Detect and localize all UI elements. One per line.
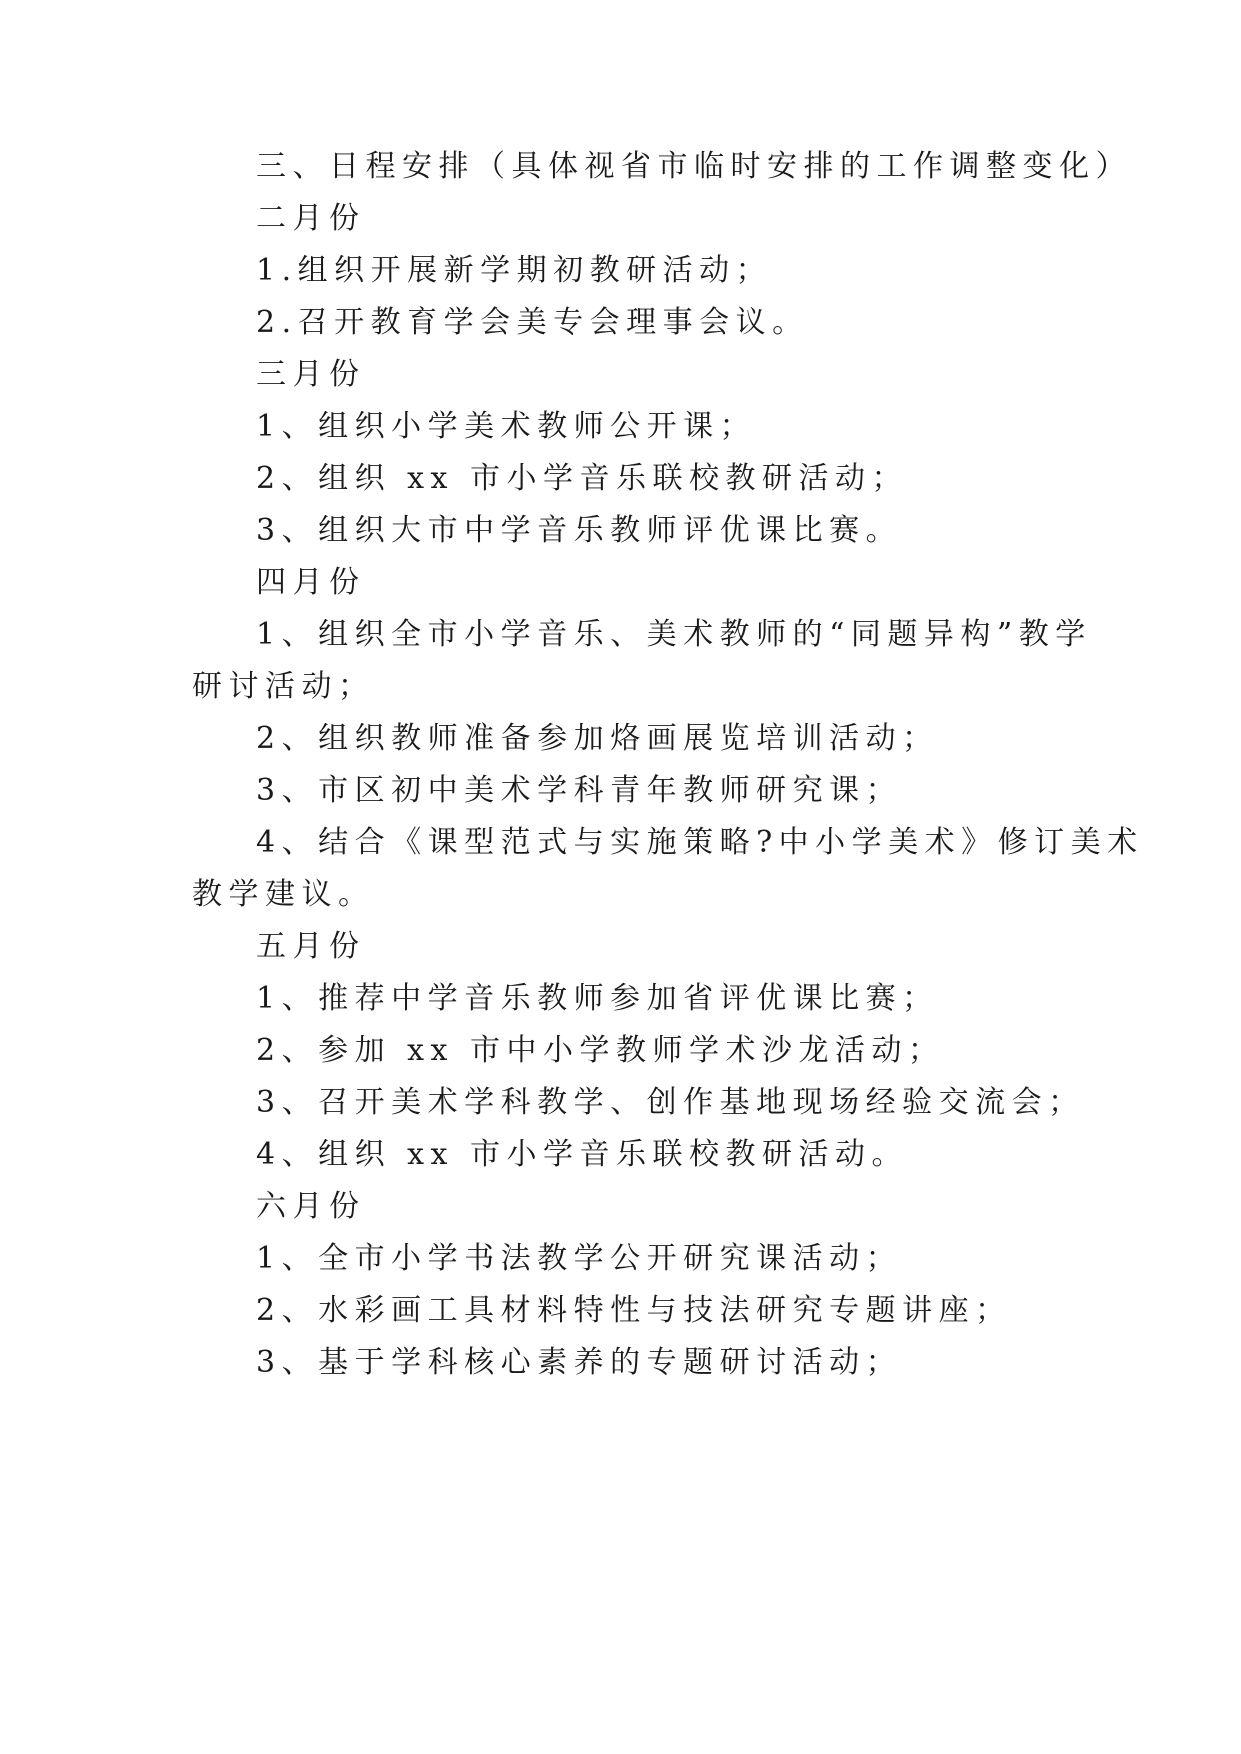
list-item: 2、组织 xx 市小学音乐联校教研活动； bbox=[256, 461, 908, 496]
list-item: 3、基于学科核心素养的专题研讨活动； bbox=[256, 1345, 903, 1380]
month-title-may: 五月份 bbox=[256, 929, 366, 964]
list-item: 1、组织全市小学音乐、美术教师的“同题异构”教学 bbox=[256, 617, 1092, 652]
month-title-june: 六月份 bbox=[256, 1189, 366, 1224]
list-item-continuation: 教学建议。 bbox=[192, 877, 375, 912]
list-item: 2、组织教师准备参加烙画展览培训活动； bbox=[256, 721, 939, 756]
section-heading: 三、日程安排（具体视省市临时安排的工作调整变化） bbox=[256, 149, 1132, 184]
list-item: 3、组织大市中学音乐教师评优课比赛。 bbox=[256, 513, 903, 548]
list-item: 1、全市小学书法教学公开研究课活动； bbox=[256, 1241, 903, 1276]
month-title-february: 二月份 bbox=[256, 201, 366, 236]
month-title-april: 四月份 bbox=[256, 565, 366, 600]
list-item: 2、参加 xx 市中小学教师学术沙龙活动； bbox=[256, 1033, 945, 1068]
list-item: 1.组织开展新学期初教研活动； bbox=[256, 253, 773, 288]
list-item: 3、召开美术学科教学、创作基地现场经验交流会； bbox=[256, 1085, 1085, 1120]
list-item: 4、组织 xx 市小学音乐联校教研活动。 bbox=[256, 1137, 908, 1172]
list-item: 1、组织小学美术教师公开课； bbox=[256, 409, 757, 444]
list-item: 3、市区初中美术学科青年教师研究课； bbox=[256, 773, 903, 808]
list-item: 2.召开教育学会美专会理事会议。 bbox=[256, 305, 809, 340]
list-item-continuation: 研讨活动； bbox=[192, 669, 375, 704]
list-item: 2、水彩画工具材料特性与技法研究专题讲座； bbox=[256, 1293, 1012, 1328]
list-item: 1、推荐中学音乐教师参加省评优课比赛； bbox=[256, 981, 939, 1016]
list-item: 4、结合《课型范式与实施策略?中小学美术》修订美术 bbox=[256, 825, 1144, 860]
month-title-march: 三月份 bbox=[256, 357, 366, 392]
